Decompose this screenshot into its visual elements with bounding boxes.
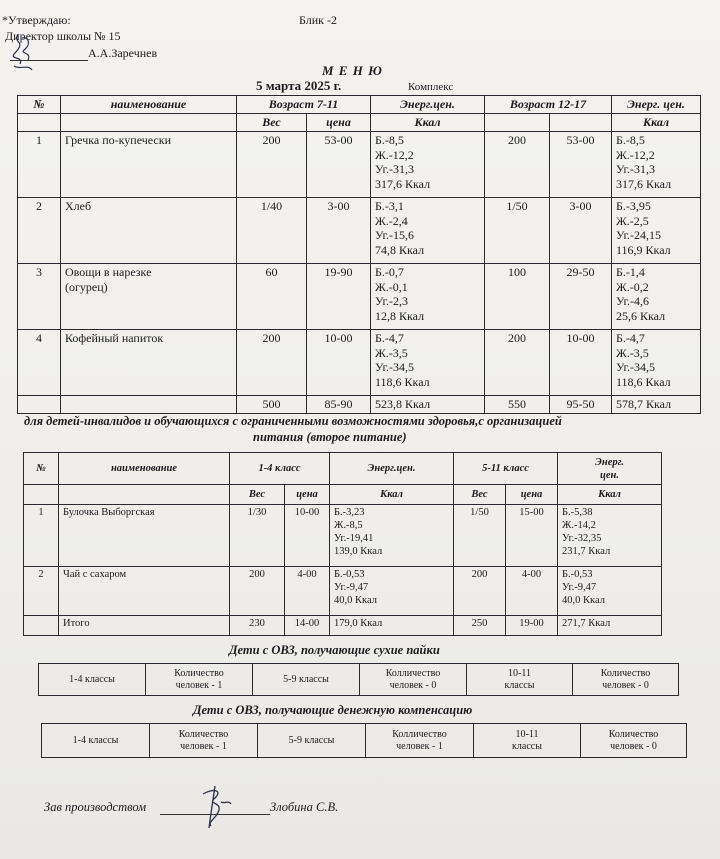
header-grade-5-11: 5-11 класс bbox=[454, 453, 558, 485]
energy-7-11: Б.-4,7 Ж.-3,5 Уг.-34,5 118,6 Ккал bbox=[371, 330, 485, 396]
total-energy-5-11: 271,7 Ккал bbox=[558, 616, 662, 636]
dry-rations-title: Дети с ОВЗ, получающие сухие пайки bbox=[229, 643, 440, 657]
row-num: 3 bbox=[18, 264, 61, 330]
section2-caption-1: для детей-инвалидов и обучающихся с ограниченными возможностями здоровья,с организацией bbox=[24, 414, 562, 428]
complex-label: Комплекс bbox=[408, 81, 454, 93]
price-12-17: 10-00 bbox=[550, 330, 612, 396]
header-weight1: Вес bbox=[237, 114, 307, 132]
header-num: № bbox=[18, 96, 61, 114]
price-7-11: 3-00 bbox=[307, 198, 371, 264]
energy-7-11: Б.-8,5 Ж.-12,2 Уг.-31,3 317,6 Ккал bbox=[371, 132, 485, 198]
header-energy2: Энерг. цен. bbox=[558, 453, 662, 485]
energy-12-17: Б.-1,4 Ж.-0,2 Уг.-4,6 25,6 Ккал bbox=[612, 264, 701, 330]
energy-12-17: Б.-3,95 Ж.-2,5 Уг.-24,15 116,9 Ккал bbox=[612, 198, 701, 264]
header-name: наименование bbox=[59, 453, 230, 485]
director-signature bbox=[6, 30, 46, 78]
section2-caption-2: питания (второе питание) bbox=[253, 430, 407, 444]
total-price-12-17: 95-50 bbox=[550, 396, 612, 414]
header-empty-2 bbox=[61, 114, 237, 132]
weight-7-11: 200 bbox=[237, 330, 307, 396]
row-num: 1 bbox=[18, 132, 61, 198]
row-num: 2 bbox=[18, 198, 61, 264]
price-12-17: 53-00 bbox=[550, 132, 612, 198]
total-weight-7-11: 500 bbox=[237, 396, 307, 414]
dish-name: Гречка по-купечески bbox=[61, 132, 237, 198]
table-row bbox=[18, 330, 701, 396]
header-kcal1: Ккал bbox=[330, 485, 454, 505]
production-manager-label: Зав производством bbox=[44, 800, 147, 814]
energy-12-17: Б.-8,5 Ж.-12,2 Уг.-31,3 317,6 Ккал bbox=[612, 132, 701, 198]
header-price1: цена bbox=[307, 114, 371, 132]
total-price-1-4: 14-00 bbox=[285, 616, 330, 636]
energy-12-17: Б.-4,7 Ж.-3,5 Уг.-34,5 118,6 Ккал bbox=[612, 330, 701, 396]
header-weight2: Вес bbox=[454, 485, 506, 505]
total-weight-1-4: 230 bbox=[230, 616, 285, 636]
dish-name: Булочка Выборгская bbox=[59, 505, 230, 567]
approve-label: *Утверждаю: bbox=[2, 13, 71, 27]
director-name: А.А.Заречнев bbox=[88, 46, 158, 60]
header-price2: цена bbox=[506, 485, 558, 505]
weight-5-11: 1/50 bbox=[454, 505, 506, 567]
total-weight-5-11: 250 bbox=[454, 616, 506, 636]
dish-name: Хлеб bbox=[61, 198, 237, 264]
manager-signature bbox=[193, 782, 239, 832]
menu-table bbox=[17, 95, 701, 414]
dish-name: Овощи в нарезке (огурец) bbox=[61, 264, 237, 330]
header-grade-1-4: 1-4 класс bbox=[230, 453, 330, 485]
grade-1-4: 1-4 классы bbox=[39, 664, 146, 696]
table-row bbox=[18, 264, 701, 330]
energy-1-4: Б.-3,23 Ж.-8,5 Уг.-19,41 139,0 Ккал bbox=[330, 505, 454, 567]
energy-1-4: Б.-0,53 Уг.-9,47 40,0 Ккал bbox=[330, 567, 454, 616]
header-kcal2: Ккал bbox=[612, 114, 701, 132]
header-empty-3 bbox=[485, 114, 550, 132]
count-1-4: Количество человек - 1 bbox=[150, 724, 258, 758]
grade-10-11: 10-11 классы bbox=[467, 664, 573, 696]
header-kcal1: Ккал bbox=[371, 114, 485, 132]
price-5-11: 4-00 bbox=[506, 567, 558, 616]
price-1-4: 4-00 bbox=[285, 567, 330, 616]
menu-date: 5 марта 2025 г. bbox=[256, 78, 342, 93]
total-energy-12-17: 578,7 Ккал bbox=[612, 396, 701, 414]
count-10-11: Количество человек - 0 bbox=[581, 724, 687, 758]
grade-10-11: 10-11 классы bbox=[474, 724, 581, 758]
weight-7-11: 60 bbox=[237, 264, 307, 330]
weight-12-17: 1/50 bbox=[485, 198, 550, 264]
header-num: № bbox=[24, 453, 59, 485]
row-num: 4 bbox=[18, 330, 61, 396]
weight-1-4: 200 bbox=[230, 567, 285, 616]
energy-5-11: Б.-5,38 Ж.-14,2 Уг.-32,35 231,7 Ккал bbox=[558, 505, 662, 567]
header-empty-4 bbox=[550, 114, 612, 132]
total-label: Итого bbox=[59, 616, 230, 636]
price-7-11: 53-00 bbox=[307, 132, 371, 198]
header-energy1: Энерг.цен. bbox=[371, 96, 485, 114]
header-price1: цена bbox=[285, 485, 330, 505]
weight-1-4: 1/30 bbox=[230, 505, 285, 567]
count-5-9: Колличество человек - 1 bbox=[366, 724, 474, 758]
weight-7-11: 1/40 bbox=[237, 198, 307, 264]
row-num: 2 bbox=[24, 567, 59, 616]
total-row bbox=[18, 396, 701, 414]
table-row bbox=[18, 198, 701, 264]
count-1-4: Количество человек - 1 bbox=[146, 664, 253, 696]
total-price-7-11: 85-90 bbox=[307, 396, 371, 414]
grade-5-9: 5-9 классы bbox=[258, 724, 366, 758]
count-5-9: Колличество человек - 0 bbox=[360, 664, 467, 696]
total-row bbox=[24, 616, 662, 636]
price-7-11: 10-00 bbox=[307, 330, 371, 396]
total-price-5-11: 19-00 bbox=[506, 616, 558, 636]
energy-5-11: Б.-0,53 Уг.-9,47 40,0 Ккал bbox=[558, 567, 662, 616]
weight-12-17: 200 bbox=[485, 330, 550, 396]
table-row bbox=[24, 567, 662, 616]
dry-rations-table bbox=[38, 663, 679, 696]
weight-5-11: 200 bbox=[454, 567, 506, 616]
energy-7-11: Б.-3,1 Ж.-2,4 Уг.-15,6 74,8 Ккал bbox=[371, 198, 485, 264]
dish-name: Чай с сахаром bbox=[59, 567, 230, 616]
energy-7-11: Б.-0,7 Ж.-0,1 Уг.-2,3 12,8 Ккал bbox=[371, 264, 485, 330]
compensation-table bbox=[41, 723, 687, 758]
price-7-11: 19-90 bbox=[307, 264, 371, 330]
dish-name: Кофейный напиток bbox=[61, 330, 237, 396]
compensation-title: Дети с ОВЗ, получающие денежную компенсацию bbox=[193, 703, 473, 717]
total-weight-12-17: 550 bbox=[485, 396, 550, 414]
header-age1: Возраст 7-11 bbox=[237, 96, 371, 114]
header-age2: Возраст 12-17 bbox=[485, 96, 612, 114]
header-empty-1 bbox=[18, 114, 61, 132]
header-kcal2: Ккал bbox=[558, 485, 662, 505]
price-5-11: 15-00 bbox=[506, 505, 558, 567]
weight-12-17: 100 bbox=[485, 264, 550, 330]
price-12-17: 29-50 bbox=[550, 264, 612, 330]
header-name: наименование bbox=[61, 96, 237, 114]
table-row bbox=[24, 505, 662, 567]
menu-title: М Е Н Ю bbox=[322, 63, 383, 78]
grade-5-9: 5-9 классы bbox=[253, 664, 360, 696]
total-energy-1-4: 179,0 Ккал bbox=[330, 616, 454, 636]
total-energy-7-11: 523,8 Ккал bbox=[371, 396, 485, 414]
header-weight1: Вес bbox=[230, 485, 285, 505]
grade-1-4: 1-4 классы bbox=[42, 724, 150, 758]
price-1-4: 10-00 bbox=[285, 505, 330, 567]
director-label: Директор школы № 15 bbox=[5, 29, 121, 43]
header-energy2: Энерг. цен. bbox=[612, 96, 701, 114]
second-meal-table bbox=[23, 452, 662, 636]
weight-7-11: 200 bbox=[237, 132, 307, 198]
table-row bbox=[18, 132, 701, 198]
price-12-17: 3-00 bbox=[550, 198, 612, 264]
blik-label: Блик -2 bbox=[299, 13, 337, 27]
row-num: 1 bbox=[24, 505, 59, 567]
count-10-11: Количество человек - 0 bbox=[573, 664, 679, 696]
weight-12-17: 200 bbox=[485, 132, 550, 198]
header-energy1: Энерг.цен. bbox=[330, 453, 454, 485]
production-manager-name: Злобина С.В. bbox=[270, 800, 339, 814]
